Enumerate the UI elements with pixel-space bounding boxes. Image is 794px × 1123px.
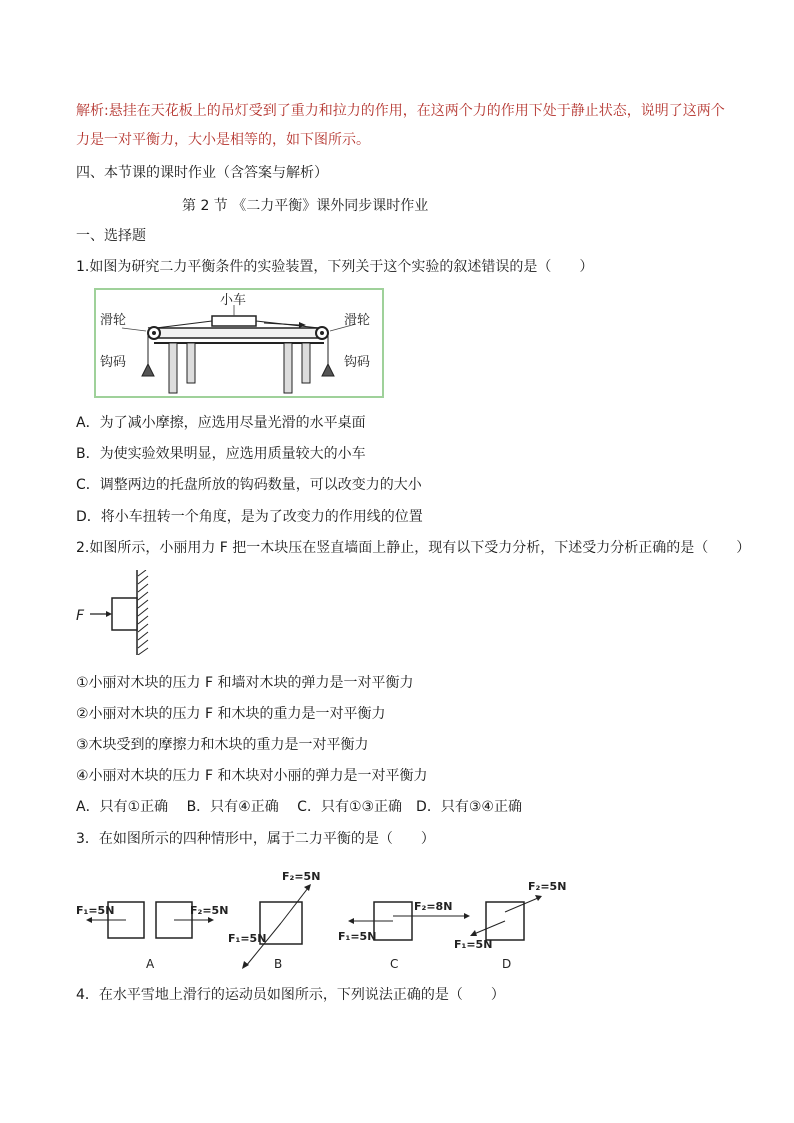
q2-force-label: F (76, 608, 85, 624)
q3-b-label: B (274, 957, 283, 971)
analysis-line-1: 解析:悬挂在天花板上的吊灯受到了重力和拉力的作用，在这两个力的作用下处于静止状态，说明了这两个 (76, 103, 725, 119)
q3-d-f1: F₁=5N (454, 938, 493, 951)
q1-label-pulley-right: 滑轮 (344, 313, 371, 328)
question-3-stem: 3．在如图所示的四种情形中，属于二力平衡的是（ ） (76, 831, 435, 847)
question-4-stem: 4．在水平雪地上滑行的运动员如图所示，下列说法正确的是（ ） (76, 987, 505, 1003)
question-1-stem: 1.如图为研究二力平衡条件的实验装置，下列关于这个实验的叙述错误的是（ ） (76, 259, 594, 275)
question-2-statement-1: ①小丽对木块的压力 F 和墙对木块的弹力是一对平衡力 (76, 675, 414, 691)
q3-c-label: C (390, 957, 399, 971)
q1-label-cart: 小车 (220, 293, 247, 308)
analysis-line-2: 力是一对平衡力，大小是相等的，如下图所示。 (76, 132, 370, 148)
q3-d-f2: F₂=5N (528, 880, 567, 893)
q1-label-weight-right: 钩码 (344, 355, 371, 370)
figure-q3-force-diagrams (68, 868, 588, 978)
q3-b-f2: F₂=5N (282, 870, 321, 883)
question-1-option-d: D．将小车扭转一个角度，是为了改变力的作用线的位置 (76, 509, 423, 525)
question-1-option-c: C．调整两边的托盘所放的钩码数量，可以改变力的大小 (76, 477, 422, 493)
question-2-statement-3: ③木块受到的摩擦力和木块的重力是一对平衡力 (76, 737, 369, 753)
q3-a-f2: F₂=5N (190, 904, 229, 917)
q3-a-label: A (146, 957, 155, 971)
question-1-option-b: B．为使实验效果明显，应选用质量较大的小车 (76, 446, 366, 462)
question-2-options: A．只有①正确 B．只有④正确 C．只有①③正确 D．只有③④正确 (76, 799, 522, 815)
figure-q1-apparatus (94, 288, 384, 398)
part-heading: 一、选择题 (76, 228, 146, 244)
q1-label-weight-left: 钩码 (100, 355, 127, 370)
worksheet-title: 第 2 节 《二力平衡》课外同步课时作业 (182, 198, 429, 214)
question-2-statement-4: ④小丽对木块的压力 F 和木块对小丽的弹力是一对平衡力 (76, 768, 428, 784)
question-2-statement-2: ②小丽对木块的压力 F 和木块的重力是一对平衡力 (76, 706, 386, 722)
question-1-option-a: A．为了减小摩擦，应选用尽量光滑的水平桌面 (76, 415, 366, 431)
q3-a-f1: F₁=5N (76, 904, 115, 917)
q1-label-pulley-left: 滑轮 (100, 313, 127, 328)
question-2-stem: 2.如图所示，小丽用力 F 把一木块压在竖直墙面上静止，现有以下受力分析，下述受力分析正确的是（ ） (76, 540, 751, 556)
q3-c-f2: F₂=8N (414, 900, 453, 913)
q3-b-f1: F₁=5N (228, 932, 267, 945)
q3-d-label: D (502, 957, 512, 971)
figure-q2-block-wall (72, 570, 162, 655)
q3-c-f1: F₁=5N (338, 930, 377, 943)
section-heading: 四、本节课的课时作业（含答案与解析） (76, 165, 328, 181)
